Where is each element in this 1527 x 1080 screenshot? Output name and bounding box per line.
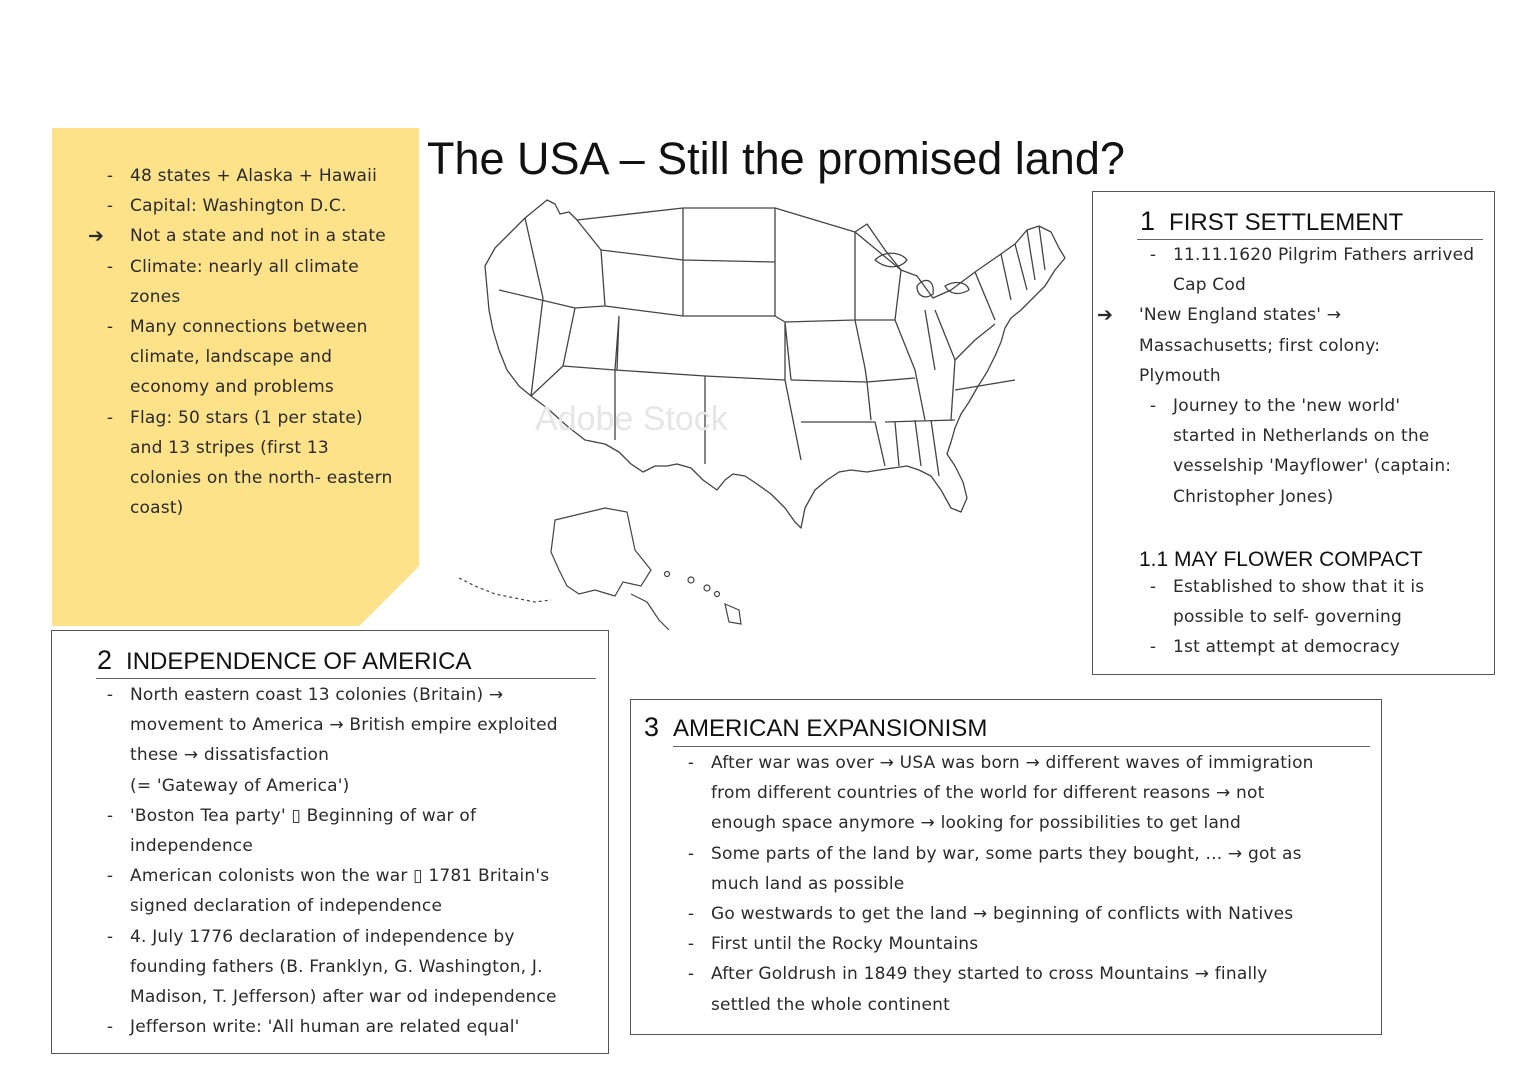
section-expansionism	[630, 699, 1382, 1035]
list-line-text: North eastern coast 13 colonies (Britain) →	[130, 685, 504, 705]
list-line-text: (= 'Gateway of America')	[130, 775, 350, 796]
section-2-list	[106, 680, 558, 1042]
list-line	[106, 161, 392, 191]
list-line-text: climate, landscape and	[130, 347, 333, 368]
list-line-text: from different countries of the world for different reasons → not	[711, 783, 1265, 804]
list-line-text: Capital: Washington D.C.	[130, 196, 347, 217]
list-line	[1173, 421, 1474, 451]
list-line	[711, 778, 1314, 808]
list-line	[1149, 572, 1425, 602]
list-line	[130, 891, 558, 921]
dash-bullet: -	[687, 904, 695, 925]
list-line-text: zones	[130, 286, 181, 307]
list-line-text: these → dissatisfaction	[130, 745, 330, 766]
dash-bullet: -	[687, 934, 695, 955]
list-line-text: Flag: 50 stars (1 per state)	[130, 407, 363, 428]
dash-bullet: -	[106, 926, 114, 947]
list-line-text: Cap Cod	[1173, 275, 1246, 296]
list-line-text: and 13 stripes (first 13	[130, 437, 329, 458]
list-line-text: colonies on the north- eastern	[130, 468, 393, 489]
list-line-text: 4. July 1776 declaration of independence by	[130, 926, 515, 947]
list-line-text: vesselship 'Mayflower' (captain:	[1173, 456, 1452, 477]
list-line-text: founding fathers (B. Franklyn, G. Washington, J.	[130, 956, 543, 977]
list-line-text: After Goldrush in 1849 they started to cross Mountains → finally	[711, 964, 1268, 985]
sticky-note	[52, 128, 419, 626]
subsection-1-1-number: 1.1	[1139, 548, 1169, 571]
list-line-text: Go westwards to get the land → beginning of conflicts with Natives	[711, 904, 1294, 925]
list-line	[106, 1012, 558, 1042]
section-2-heading	[97, 645, 471, 676]
list-line-text: much land as possible	[711, 873, 905, 894]
list-line	[106, 801, 558, 831]
section-first-settlement	[1092, 191, 1495, 675]
list-line-text: Climate: nearly all climate	[130, 256, 359, 277]
list-line	[106, 312, 392, 342]
list-line	[106, 403, 392, 433]
list-line-text: movement to America → British empire exploited	[130, 715, 558, 736]
list-line	[1149, 632, 1424, 662]
list-line	[711, 869, 1314, 899]
list-line	[106, 191, 392, 221]
list-line	[1149, 240, 1475, 270]
dash-bullet: -	[106, 317, 114, 338]
section-2-number: 2	[97, 645, 113, 675]
dash-bullet: -	[687, 753, 695, 773]
list-line	[130, 463, 392, 493]
list-line-text: 'Boston Tea party' ▯ Beginning of war of	[130, 805, 477, 826]
list-line	[130, 342, 392, 372]
dash-bullet: -	[106, 805, 114, 826]
subsection-1-1-list	[1149, 572, 1425, 663]
list-line-text: 1st attempt at democracy	[1173, 637, 1401, 658]
list-line-text: 48 states + Alaska + Hawaii	[130, 166, 378, 186]
section-1-title: FIRST SETTLEMENT	[1169, 209, 1404, 236]
list-line	[1173, 451, 1474, 481]
sticky-note-list	[87, 161, 393, 523]
dash-bullet: -	[106, 256, 114, 277]
section-1-number: 1	[1140, 206, 1156, 236]
list-line-text: independence	[130, 836, 254, 857]
arrow-bullet-icon: ➔	[1096, 304, 1114, 327]
dash-bullet: -	[687, 843, 695, 864]
list-line	[1139, 361, 1474, 391]
list-line-text: Journey to the 'new world'	[1173, 396, 1401, 417]
list-line	[106, 252, 392, 282]
list-line	[1173, 270, 1474, 300]
list-line	[687, 959, 1314, 989]
list-line	[87, 221, 392, 251]
list-line	[106, 922, 558, 952]
dash-bullet: -	[687, 964, 695, 985]
list-line-text: economy and problems	[130, 377, 334, 398]
section-2-underline	[96, 678, 596, 679]
list-line	[711, 990, 1314, 1020]
dash-bullet: -	[106, 685, 114, 705]
dash-bullet: -	[1149, 245, 1157, 265]
section-2-title: INDEPENDENCE OF AMERICA	[126, 648, 472, 675]
list-line	[130, 372, 392, 402]
us-map-icon	[455, 190, 1075, 630]
section-3-underline	[673, 746, 1370, 747]
list-line-text: started in Netherlands on the	[1173, 426, 1430, 447]
list-line-text: settled the whole continent	[711, 994, 950, 1015]
dash-bullet: -	[1149, 637, 1157, 658]
list-line	[1173, 602, 1424, 632]
list-line	[687, 929, 1314, 959]
dash-bullet: -	[106, 866, 114, 887]
list-line-text: Plymouth	[1139, 365, 1221, 386]
list-line-text: After war was over → USA was born → different waves of immigration	[711, 753, 1314, 773]
list-line-text: 'New England states' →	[1139, 305, 1342, 326]
dash-bullet: -	[106, 166, 114, 186]
list-line	[1149, 391, 1474, 421]
list-line	[130, 771, 558, 801]
list-line	[687, 899, 1314, 929]
list-line	[1173, 482, 1474, 512]
list-line	[687, 839, 1314, 869]
dash-bullet: -	[106, 1017, 114, 1038]
list-line-text: enough space anymore → looking for possibilities to get land	[711, 813, 1242, 834]
list-line-text: Some parts of the land by war, some parts they bought, ... → got as	[711, 843, 1302, 864]
list-line-text: Many connections between	[130, 317, 368, 338]
list-line	[1139, 331, 1474, 361]
arrow-bullet-icon: ➔	[87, 225, 105, 248]
subsection-1-1-title: MAY FLOWER COMPACT	[1174, 548, 1423, 571]
dash-bullet: -	[1149, 577, 1157, 597]
list-line	[130, 831, 558, 861]
list-line-text: Established to show that it is	[1173, 577, 1425, 597]
dash-bullet: -	[1149, 396, 1157, 417]
list-line	[130, 493, 392, 523]
section-3-list	[687, 748, 1314, 1020]
map-watermark: Adobe Stock	[535, 400, 728, 438]
list-line	[1096, 300, 1474, 330]
list-line	[130, 982, 558, 1012]
list-line	[130, 710, 558, 740]
list-line-text: Christopher Jones)	[1173, 486, 1334, 507]
section-3-number: 3	[644, 712, 660, 742]
dash-bullet: -	[106, 196, 114, 217]
dash-bullet: -	[106, 407, 114, 428]
list-line-text: 11.11.1620 Pilgrim Fathers arrived	[1173, 245, 1475, 265]
list-line	[106, 680, 558, 710]
list-line-text: possible to self- governing	[1173, 607, 1402, 628]
list-line-text: Massachusetts; first colony:	[1139, 335, 1381, 356]
list-line-text: signed declaration of independence	[130, 896, 443, 917]
section-independence	[51, 630, 609, 1054]
section-1-heading	[1140, 206, 1403, 237]
list-line	[130, 740, 558, 770]
list-line	[130, 282, 392, 312]
list-line	[130, 433, 392, 463]
list-line-text: First until the Rocky Mountains	[711, 934, 979, 955]
section-3-heading	[644, 712, 987, 743]
list-line-text: Jefferson write: 'All human are related equal'	[130, 1017, 520, 1038]
list-line	[711, 808, 1314, 838]
list-line-text: Madison, T. Jefferson) after war od independence	[130, 987, 557, 1008]
page-title: The USA – Still the promised land?	[427, 133, 1125, 184]
list-line-text: coast)	[130, 498, 184, 519]
list-line-text: American colonists won the war ▯ 1781 Britain's	[130, 866, 550, 887]
list-line	[687, 748, 1314, 778]
list-line	[106, 861, 558, 891]
subsection-1-1-heading	[1139, 548, 1423, 572]
section-1-list	[1096, 240, 1475, 512]
list-line	[130, 952, 558, 982]
section-3-title: AMERICAN EXPANSIONISM	[673, 715, 988, 742]
list-line-text: Not a state and not in a state	[130, 226, 386, 247]
